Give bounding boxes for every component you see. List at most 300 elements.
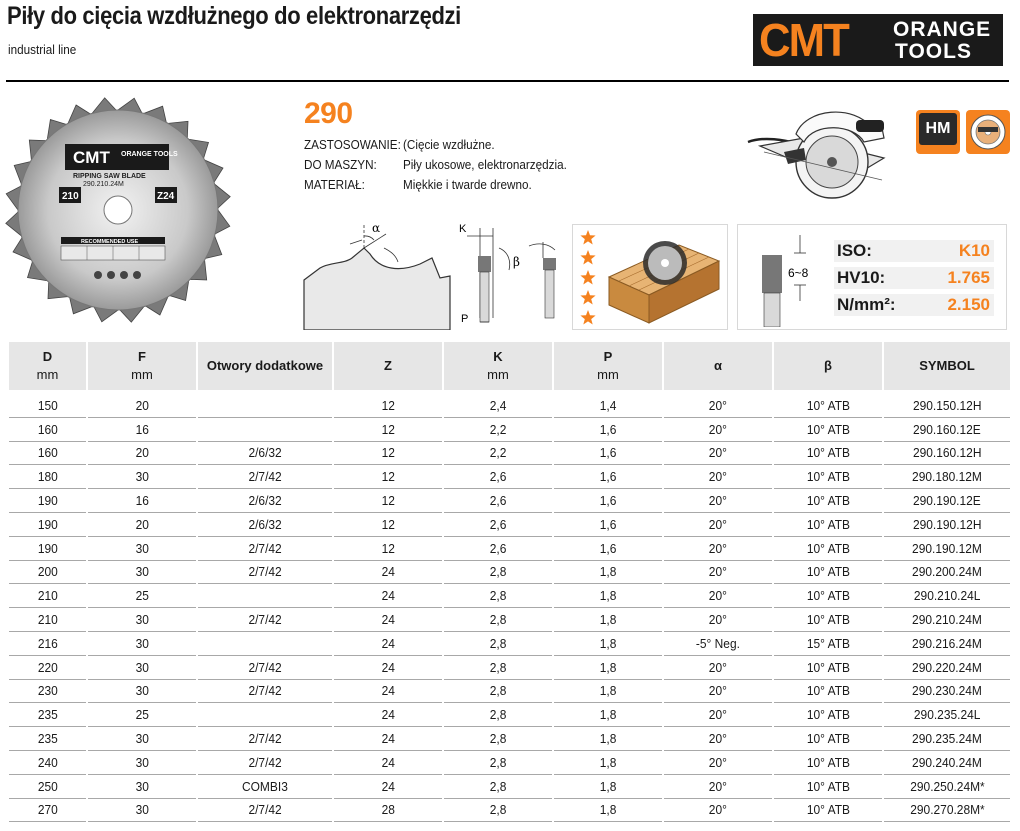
cell-text: 2,8 xyxy=(489,731,507,747)
cell-text: 2/7/42 xyxy=(248,540,282,556)
table-cell xyxy=(334,584,442,608)
column-unit: mm xyxy=(36,367,59,382)
cell-text: 24 xyxy=(381,754,395,770)
table-cell xyxy=(9,703,86,727)
table-cell xyxy=(334,561,442,585)
star-icon xyxy=(580,270,595,285)
table-cell xyxy=(774,703,882,727)
cell-text: 25 xyxy=(135,588,149,604)
strength-label: N/mm²: xyxy=(837,295,896,314)
cell-text: 10° ATB xyxy=(806,731,850,747)
table-cell xyxy=(554,680,662,704)
cell-text: 20° xyxy=(708,754,728,770)
table-cell xyxy=(444,584,552,608)
table-cell xyxy=(884,537,1010,561)
table-cell xyxy=(9,727,86,751)
cell-text: -5° Neg. xyxy=(695,635,741,651)
table-cell xyxy=(334,513,442,537)
table-cell xyxy=(664,608,772,632)
table-cell xyxy=(9,442,86,466)
cell-text: 2,2 xyxy=(489,445,507,461)
beta-label: β xyxy=(513,255,520,269)
table-cell xyxy=(88,680,196,704)
table-row xyxy=(9,584,1010,608)
table-cell xyxy=(554,727,662,751)
cell-text: 1,8 xyxy=(599,731,617,747)
cell-text: 20° xyxy=(708,731,728,747)
cell-text: 20 xyxy=(135,516,149,532)
table-cell xyxy=(334,799,442,823)
cell-text: 12 xyxy=(381,516,395,532)
table-cell xyxy=(9,632,86,656)
header-divider xyxy=(6,80,1009,82)
cell-text: 2,2 xyxy=(489,421,507,437)
cell-text: 216 xyxy=(37,635,58,651)
table-cell xyxy=(884,390,1010,418)
table-cell xyxy=(334,751,442,775)
logo-brand-text: CMT xyxy=(759,14,848,66)
cell-text: 30 xyxy=(135,754,149,770)
product-code: 290 xyxy=(304,97,353,130)
cell-text: 30 xyxy=(135,612,149,628)
iso-row xyxy=(834,240,994,262)
cell-text: 200 xyxy=(37,564,58,580)
spec-application xyxy=(304,137,495,152)
table-cell xyxy=(198,632,332,656)
column-name: F xyxy=(138,349,146,364)
table-cell xyxy=(554,751,662,775)
cell-text: 2,8 xyxy=(489,659,507,675)
cell-text: 30 xyxy=(135,635,149,651)
cell-text: 290.230.24M xyxy=(912,683,982,699)
table-row xyxy=(9,489,1010,513)
column-header xyxy=(884,342,1010,390)
table-cell xyxy=(664,390,772,418)
table-cell xyxy=(664,703,772,727)
table-cell xyxy=(554,465,662,489)
application-rating-panel xyxy=(572,224,728,330)
table-cell xyxy=(884,656,1010,680)
table-cell xyxy=(884,727,1010,751)
table-cell xyxy=(9,390,86,418)
strength-value: 2.150 xyxy=(947,295,990,314)
table-body xyxy=(9,390,1010,822)
spec-value: (Cięcie wzdłużne. xyxy=(403,137,495,152)
table-cell xyxy=(554,390,662,418)
table-cell xyxy=(9,465,86,489)
cell-text: 2/7/42 xyxy=(248,659,282,675)
table-cell xyxy=(198,537,332,561)
cell-text: 1,4 xyxy=(599,397,617,413)
table-cell xyxy=(9,537,86,561)
table-cell xyxy=(554,608,662,632)
cell-text: 290.235.24M xyxy=(912,731,982,747)
cell-text: 10° ATB xyxy=(806,445,850,461)
cell-text: COMBI3 xyxy=(242,778,288,794)
cell-text: 270 xyxy=(37,802,58,818)
table-cell xyxy=(664,465,772,489)
table-cell xyxy=(774,489,882,513)
table-cell xyxy=(884,561,1010,585)
cell-text: 12 xyxy=(381,445,395,461)
cell-text: 24 xyxy=(381,588,395,604)
table-cell xyxy=(88,584,196,608)
table-cell xyxy=(554,799,662,823)
cell-text: 290.220.24M xyxy=(912,659,982,675)
table-cell xyxy=(774,584,882,608)
cell-text: 2/7/42 xyxy=(248,683,282,699)
table-cell xyxy=(884,608,1010,632)
star-icon xyxy=(580,290,595,305)
table-cell xyxy=(444,418,552,442)
cell-text: 250 xyxy=(37,778,58,794)
blade-diameter: 210 xyxy=(62,191,79,202)
table-cell xyxy=(88,632,196,656)
cell-text: 30 xyxy=(135,469,149,485)
cell-text: 190 xyxy=(37,516,58,532)
table-cell xyxy=(198,656,332,680)
cell-text: 28 xyxy=(381,802,395,818)
cell-text: 2/6/32 xyxy=(248,445,282,461)
table-cell xyxy=(554,561,662,585)
cell-text: 2,6 xyxy=(489,540,507,556)
table-row xyxy=(9,751,1010,775)
cell-text: 20° xyxy=(708,778,728,794)
table-cell xyxy=(334,465,442,489)
table-cell xyxy=(884,632,1010,656)
table-cell xyxy=(664,727,772,751)
cell-text: 2,4 xyxy=(489,397,507,413)
table-cell xyxy=(88,656,196,680)
cell-text: 230 xyxy=(37,683,58,699)
table-cell xyxy=(774,465,882,489)
table-cell xyxy=(884,799,1010,823)
table-cell xyxy=(88,608,196,632)
column-header xyxy=(444,342,552,390)
cell-text: 2/7/42 xyxy=(248,469,282,485)
cell-text: 30 xyxy=(135,564,149,580)
table-cell xyxy=(198,418,332,442)
page-title: Piły do cięcia wzdłużnego do elektronarzędzi xyxy=(7,2,461,30)
cell-text: 10° ATB xyxy=(806,588,850,604)
table-cell xyxy=(554,513,662,537)
cell-text: 20° xyxy=(708,397,728,413)
cell-text: 12 xyxy=(381,540,395,556)
cell-text: 10° ATB xyxy=(806,754,850,770)
cell-text: 150 xyxy=(37,397,58,413)
cell-text: 20° xyxy=(708,445,728,461)
cell-text: 10° ATB xyxy=(806,612,850,628)
circular-saw-machine-image xyxy=(744,98,894,210)
table-cell xyxy=(664,513,772,537)
cell-text: 25 xyxy=(135,707,149,723)
column-header xyxy=(88,342,196,390)
cell-text: 2/7/42 xyxy=(248,802,282,818)
logo-line2: TOOLS xyxy=(895,40,972,63)
cell-text: 20 xyxy=(135,397,149,413)
cell-text: 1,8 xyxy=(599,802,617,818)
cell-text: 290.240.24M xyxy=(912,754,982,770)
table-cell xyxy=(9,608,86,632)
table-cell xyxy=(444,703,552,727)
logo-line1: ORANGE xyxy=(893,18,992,41)
tooth-angle-diagram xyxy=(300,218,460,330)
spec-value: Miękkie i twarde drewno. xyxy=(403,177,532,192)
cell-text: 1,8 xyxy=(599,683,617,699)
table-row xyxy=(9,799,1010,823)
saw-blade-image xyxy=(3,92,233,328)
cell-text: 15° ATB xyxy=(806,635,850,651)
table-cell xyxy=(664,775,772,799)
table-cell xyxy=(664,799,772,823)
table-cell xyxy=(664,680,772,704)
table-cell xyxy=(334,418,442,442)
cell-text: 2,8 xyxy=(489,754,507,770)
table-cell xyxy=(9,489,86,513)
blade-brand-sub: ORANGE TOOLS xyxy=(121,151,178,158)
hm-carbide-badge xyxy=(916,110,960,154)
cell-text: 290.210.24M xyxy=(912,612,982,628)
cell-text: 20° xyxy=(708,707,728,723)
cell-text: 20° xyxy=(708,540,728,556)
cell-text: 20° xyxy=(708,564,728,580)
table-cell xyxy=(198,584,332,608)
table-cell xyxy=(88,442,196,466)
cell-text: 290.250.24M* xyxy=(909,778,985,794)
spec-machines xyxy=(304,157,567,172)
spec-label: DO MASZYN: xyxy=(304,157,377,172)
cell-text: 160 xyxy=(37,445,58,461)
table-cell xyxy=(198,465,332,489)
table-cell xyxy=(334,680,442,704)
cell-text: 190 xyxy=(37,493,58,509)
cell-text: 1,6 xyxy=(599,493,617,509)
cell-text: 2/7/42 xyxy=(248,612,282,628)
table-row xyxy=(9,513,1010,537)
brand-logo xyxy=(753,14,1003,66)
table-cell xyxy=(884,465,1010,489)
cell-text: 12 xyxy=(381,421,395,437)
table-cell xyxy=(334,632,442,656)
cell-text: 1,6 xyxy=(599,421,617,437)
cell-text: 1,8 xyxy=(599,754,617,770)
table-cell xyxy=(334,656,442,680)
table-cell xyxy=(198,703,332,727)
table-cell xyxy=(884,751,1010,775)
table-cell xyxy=(554,656,662,680)
table-cell xyxy=(444,489,552,513)
cell-text: 1,6 xyxy=(599,540,617,556)
column-name: β xyxy=(824,358,832,373)
cell-text: 24 xyxy=(381,612,395,628)
column-name: α xyxy=(714,358,722,373)
table-cell xyxy=(554,703,662,727)
table-cell xyxy=(554,584,662,608)
cell-text: 10° ATB xyxy=(806,707,850,723)
cell-text: 220 xyxy=(37,659,58,675)
table-cell xyxy=(88,537,196,561)
cell-text: 290.190.12E xyxy=(913,493,981,509)
cell-text: 290.210.24L xyxy=(913,588,981,604)
cell-text: 1,8 xyxy=(599,588,617,604)
cell-text: 24 xyxy=(381,707,395,723)
hv10-label: HV10: xyxy=(837,268,886,287)
table-cell xyxy=(198,513,332,537)
table-cell xyxy=(774,608,882,632)
cell-text: 2/7/42 xyxy=(248,564,282,580)
cell-text: 2,6 xyxy=(489,516,507,532)
table-cell xyxy=(88,561,196,585)
table-cell xyxy=(198,751,332,775)
table-cell xyxy=(444,465,552,489)
table-cell xyxy=(884,680,1010,704)
table-cell xyxy=(444,608,552,632)
cell-text: 190 xyxy=(37,540,58,556)
table-row xyxy=(9,727,1010,751)
table-cell xyxy=(554,775,662,799)
cell-text: 20° xyxy=(708,588,728,604)
spec-label: MATERIAŁ: xyxy=(304,177,365,192)
column-name: P xyxy=(603,349,613,364)
table-cell xyxy=(198,799,332,823)
cell-text: 24 xyxy=(381,731,395,747)
cell-text: 10° ATB xyxy=(806,802,850,818)
table-row xyxy=(9,680,1010,704)
table-header-row xyxy=(9,342,1010,390)
cell-text: 10° ATB xyxy=(806,659,850,675)
column-unit: mm xyxy=(131,367,153,382)
k-label: K xyxy=(459,223,467,235)
cell-text: 290.180.12M xyxy=(912,469,982,485)
table-cell xyxy=(88,390,196,418)
cell-text: 290.216.24M xyxy=(912,635,982,651)
spec-value: Piły ukosowe, elektronarzędzia. xyxy=(403,157,567,172)
table-cell xyxy=(9,680,86,704)
blade-brand: CMT xyxy=(73,148,110,167)
cell-text: 290.150.12H xyxy=(912,397,982,413)
hm-label: HM xyxy=(919,113,957,145)
table-cell xyxy=(334,442,442,466)
cell-text: 1,6 xyxy=(599,516,617,532)
table-cell xyxy=(444,775,552,799)
table-cell xyxy=(884,489,1010,513)
table-cell xyxy=(334,537,442,561)
iso-label: ISO: xyxy=(837,241,872,260)
table-cell xyxy=(444,656,552,680)
table-row xyxy=(9,442,1010,466)
cell-text: 20° xyxy=(708,612,728,628)
table-cell xyxy=(198,775,332,799)
table-cell xyxy=(884,418,1010,442)
cell-text: 2,6 xyxy=(489,493,507,509)
table-cell xyxy=(9,418,86,442)
table-cell xyxy=(9,513,86,537)
table-cell xyxy=(9,656,86,680)
table-cell xyxy=(664,418,772,442)
cell-text: 235 xyxy=(37,707,58,723)
table-cell xyxy=(884,775,1010,799)
cell-text: 2,6 xyxy=(489,469,507,485)
cell-text: 1,6 xyxy=(599,445,617,461)
table-cell xyxy=(88,513,196,537)
blade-teeth-count: Z24 xyxy=(157,191,175,202)
table-cell xyxy=(334,775,442,799)
table-cell xyxy=(198,680,332,704)
cell-text: 20° xyxy=(708,659,728,675)
table-cell xyxy=(774,656,882,680)
cell-text: 290.190.12H xyxy=(912,516,982,532)
column-name: Z xyxy=(384,358,392,373)
table-cell xyxy=(88,489,196,513)
cell-text: 10° ATB xyxy=(806,516,850,532)
cell-text: 290.190.12M xyxy=(912,540,982,556)
table-cell xyxy=(774,632,882,656)
table-cell xyxy=(554,418,662,442)
blade-coating-badge-icon xyxy=(966,110,1010,154)
cell-text: 10° ATB xyxy=(806,540,850,556)
cell-text: 24 xyxy=(381,659,395,675)
table-cell xyxy=(444,799,552,823)
table-row xyxy=(9,537,1010,561)
cell-text: 2/6/32 xyxy=(248,493,282,509)
cell-text: 30 xyxy=(135,778,149,794)
cell-text: 2,8 xyxy=(489,564,507,580)
cell-text: 210 xyxy=(37,612,58,628)
cell-text: 240 xyxy=(37,754,58,770)
cell-text: 20° xyxy=(708,683,728,699)
cell-text: 180 xyxy=(37,469,58,485)
column-name: K xyxy=(493,349,503,364)
cell-text: 1,8 xyxy=(599,778,617,794)
table-row xyxy=(9,465,1010,489)
table-cell xyxy=(774,537,882,561)
table-cell xyxy=(198,561,332,585)
table-cell xyxy=(664,561,772,585)
table-cell xyxy=(88,775,196,799)
cell-text: 10° ATB xyxy=(806,778,850,794)
cell-text: 1,8 xyxy=(599,635,617,651)
material-properties-panel xyxy=(737,224,1007,330)
table-cell xyxy=(774,390,882,418)
table-row xyxy=(9,703,1010,727)
cell-text: 20° xyxy=(708,516,728,532)
cell-text: 20° xyxy=(708,421,728,437)
table-cell xyxy=(88,465,196,489)
cell-text: 12 xyxy=(381,493,395,509)
cell-text: 30 xyxy=(135,540,149,556)
table-cell xyxy=(334,727,442,751)
cell-text: 20° xyxy=(708,469,728,485)
cell-text: 1,8 xyxy=(599,564,617,580)
cell-text: 10° ATB xyxy=(806,469,850,485)
table-cell xyxy=(444,632,552,656)
table-cell xyxy=(664,656,772,680)
hv10-value: 1.765 xyxy=(947,268,990,287)
table-cell xyxy=(88,418,196,442)
table-cell xyxy=(774,442,882,466)
table-cell xyxy=(664,584,772,608)
table-cell xyxy=(9,775,86,799)
iso-value: K10 xyxy=(958,241,990,260)
cell-text: 2/6/32 xyxy=(248,516,282,532)
strength-row xyxy=(834,294,994,316)
table-cell xyxy=(334,489,442,513)
hv10-row xyxy=(834,267,994,289)
table-cell xyxy=(9,584,86,608)
table-cell xyxy=(554,489,662,513)
table-row xyxy=(9,608,1010,632)
cell-text: 2,8 xyxy=(489,588,507,604)
